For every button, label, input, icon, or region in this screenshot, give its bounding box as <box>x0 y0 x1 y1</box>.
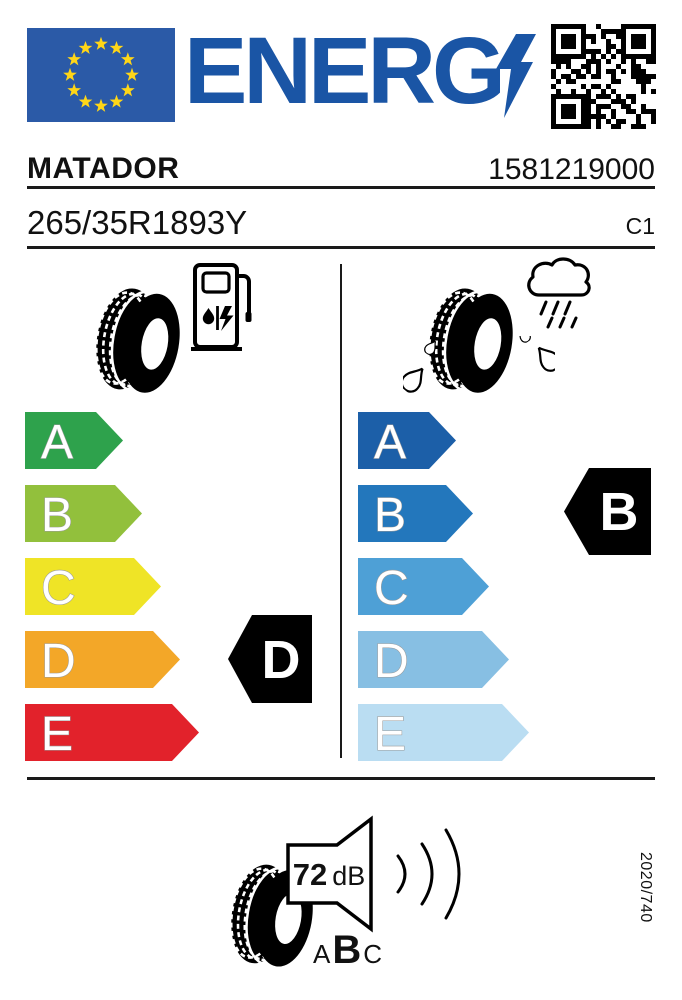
energy-logo-text: ENERG <box>184 18 502 124</box>
wet-grade-bar-b <box>358 485 473 542</box>
wet-grade-bar-e <box>358 704 529 761</box>
wet-grade-bar-c <box>358 558 489 615</box>
water-splash-icon <box>403 336 555 410</box>
tyre-dimension: 265/35R1893Y <box>27 204 248 241</box>
fuel-rating-indicator <box>228 615 312 703</box>
svg-text:D: D <box>41 635 76 688</box>
svg-text:A: A <box>41 416 74 469</box>
fuel-grade-bar-e <box>25 704 199 761</box>
column-divider <box>340 264 342 758</box>
rain-cloud-icon <box>520 256 598 334</box>
sound-waves-icon <box>386 816 478 932</box>
svg-text:A: A <box>374 416 407 469</box>
divider-line <box>27 777 655 780</box>
svg-text:D: D <box>374 635 409 688</box>
wet-rating-indicator <box>564 468 651 555</box>
noise-class-a: A <box>313 939 331 969</box>
noise-class-scale <box>313 928 382 973</box>
svg-text:B: B <box>599 482 639 542</box>
noise-decibel-unit: dB <box>332 861 366 891</box>
wet-grade-bar-a <box>358 412 456 469</box>
qr-code-icon <box>551 24 656 129</box>
regulation-number: 2020/740 <box>637 852 654 923</box>
noise-decibel-value: 72 <box>292 857 328 892</box>
fuel-grade-bar-b <box>25 485 142 542</box>
fuel-grade-bar-a <box>25 412 123 469</box>
noise-class-c: C <box>363 939 383 969</box>
svg-text:E: E <box>41 708 74 761</box>
tyre-icon <box>94 286 182 396</box>
eu-flag-icon <box>27 28 175 122</box>
tyre-class: C1 <box>625 213 655 239</box>
brand-name: MATADOR <box>27 152 180 185</box>
wet-grade-bar-d <box>358 631 509 688</box>
svg-text:E: E <box>374 708 407 761</box>
fuel-grade-bar-c <box>25 558 161 615</box>
svg-text:C: C <box>374 562 409 615</box>
svg-text:D: D <box>261 630 301 690</box>
svg-text:B: B <box>374 489 407 542</box>
divider-line <box>27 246 655 249</box>
article-number: 1581219000 <box>488 153 655 186</box>
fuel-pump-icon <box>190 262 252 352</box>
svg-text:C: C <box>41 562 76 615</box>
fuel-grade-bar-d <box>25 631 180 688</box>
noise-value-box <box>289 857 369 893</box>
svg-text:B: B <box>41 489 74 542</box>
lightning-bolt-icon <box>496 34 536 118</box>
divider-line <box>27 186 655 189</box>
noise-class-b: B <box>332 928 362 972</box>
